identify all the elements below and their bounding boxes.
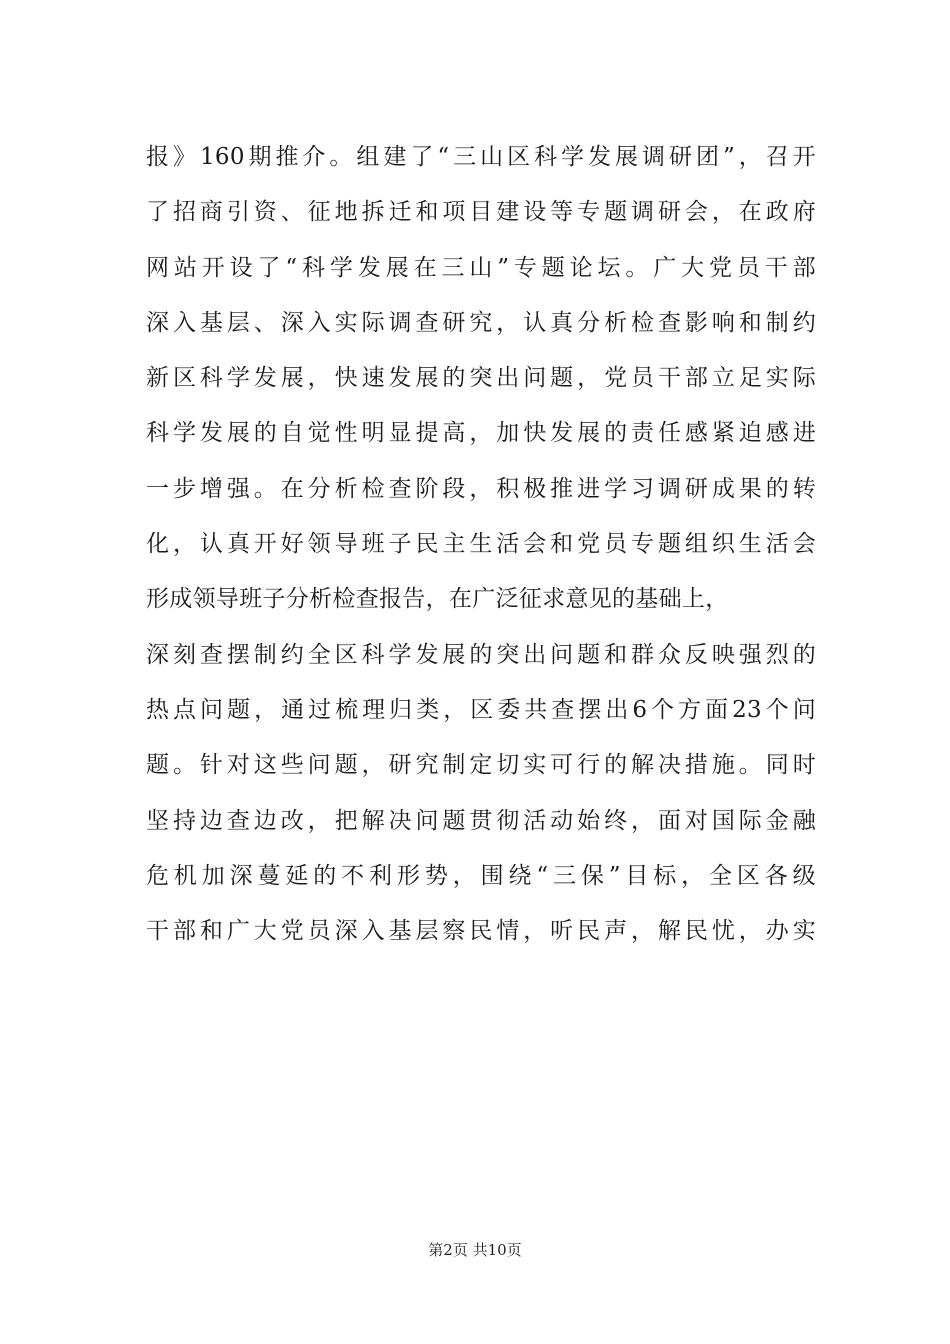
text-line: 报》160期推介。组建了“三山区科学发展调研团”，召开 [146,144,816,170]
text-line: 坚持边查边改，把解决问题贯彻活动始终，面对国际金融 [146,807,816,834]
body-text [146,130,816,959]
text-line: 科学发展的自觉性明显提高，加快发展的责任感紧迫感进 [146,420,816,447]
text-line: 题。针对这些问题，研究制定切实可行的解决措施。同时 [146,752,816,779]
page-number-footer: 第2页 共10页 [428,1241,522,1259]
text-line: 化，认真开好领导班子民主生活会和党员专题组织生活会 [146,531,816,558]
text-line: 深刻查摆制约全区科学发展的突出问题和群众反映强烈的 [146,641,816,668]
text-line: 新区科学发展，快速发展的突出问题，党员干部立足实际 [146,365,816,392]
text-line: 形成领导班子分析检查报告，在广泛征求意见的基础上， [146,586,729,613]
text-line: 网站开设了“科学发展在三山”专题论坛。广大党员干部 [146,254,816,281]
text-line: 一步增强。在分析检查阶段，积极推进学习调研成果的转 [146,475,816,502]
text-line: 了招商引资、征地拆迁和项目建设等专题调研会，在政府 [146,199,816,226]
text-line: 深入基层、深入实际调查研究，认真分析检查影响和制约 [146,309,816,336]
text-line: 干部和广大党员深入基层察民情，听民声，解民忧，办实 [146,918,816,945]
text-line: 危机加深蔓延的不利形势，围绕“三保”目标，全区各级 [146,862,816,889]
text-line: 热点问题，通过梳理归类，区委共查摆出6个方面23个问 [146,696,816,723]
